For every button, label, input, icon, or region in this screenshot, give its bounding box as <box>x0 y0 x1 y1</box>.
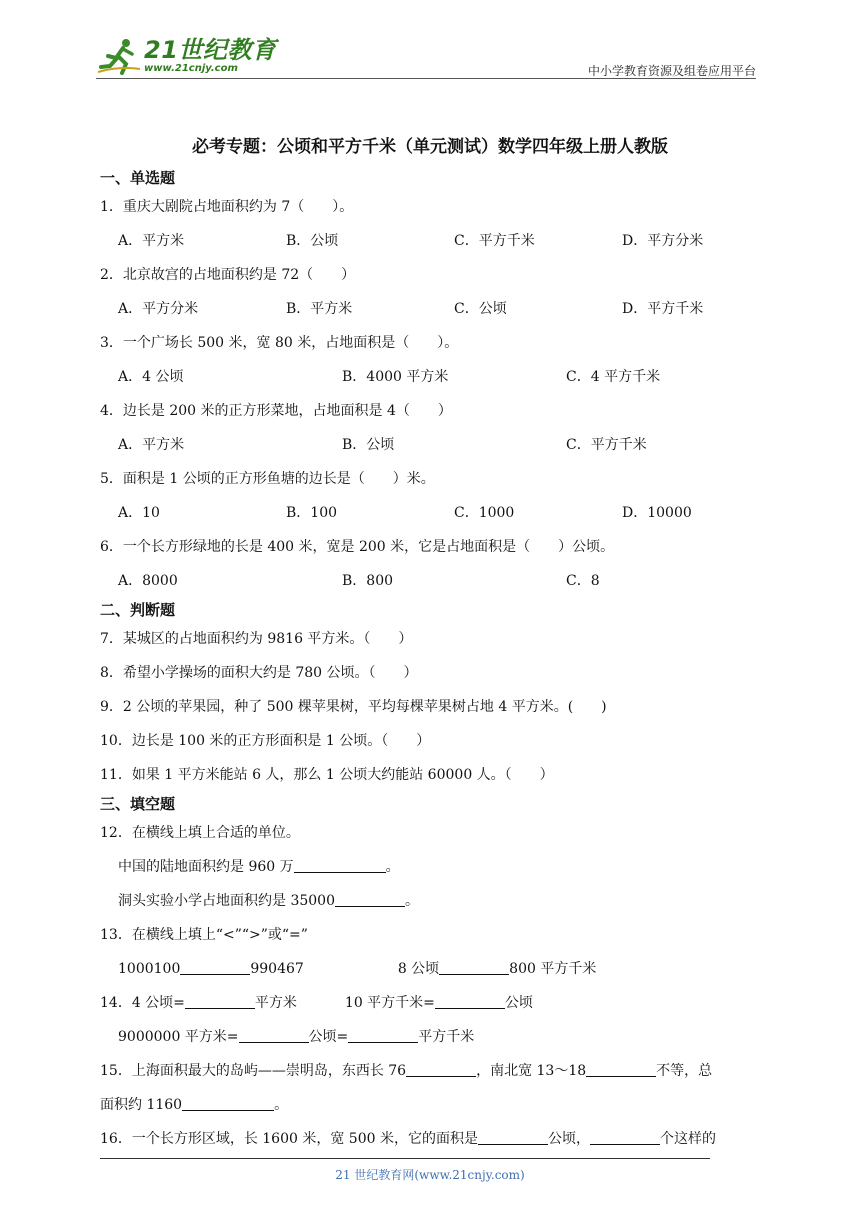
option-a[interactable]: A．8000 <box>118 573 178 589</box>
question-9: 9．2 公顷的苹果园，种了 500 棵苹果树，平均每棵苹果树占地 4 平方米。( ) <box>100 699 607 715</box>
option-c[interactable]: C．公顷 <box>454 301 507 317</box>
question-11: 11．如果 1 平方米能站 6 人，那么 1 公顷大约能站 60000 人。（ ） <box>100 767 554 783</box>
section-heading-fill-blank: 三、填空题 <box>100 795 176 813</box>
answer-blank[interactable] <box>586 1058 656 1077</box>
q15-a: 15．上海面积最大的岛屿——崇明岛，东西长 76 <box>100 1063 407 1079</box>
question-14 <box>100 986 760 1020</box>
answer-blank[interactable] <box>294 854 386 873</box>
options-6 <box>100 564 760 598</box>
q13-b1: 8 公顷 <box>397 961 440 977</box>
platform-name: 中小学教育资源及组卷应用平台 <box>587 64 756 78</box>
option-c[interactable]: C．平方千米 <box>566 437 647 453</box>
q13-b2: 800 平方千米 <box>509 961 597 977</box>
q13-a2: 990467 <box>250 961 304 977</box>
answer-blank[interactable] <box>439 956 509 975</box>
header-divider <box>96 78 756 79</box>
question-10: 10．边长是 100 米的正方形面积是 1 公顷。（ ） <box>100 733 431 749</box>
question-12-line-1 <box>100 850 760 884</box>
options-5 <box>100 496 760 530</box>
q14-b2: 公顷 <box>504 995 533 1011</box>
answer-blank[interactable] <box>435 990 505 1009</box>
answer-blank[interactable] <box>590 1126 660 1145</box>
q14-c1: 9000000 平方米= <box>118 1029 239 1045</box>
answer-blank[interactable] <box>185 990 255 1009</box>
question-4: 4．边长是 200 米的正方形菜地，占地面积是 4（ ） <box>100 403 452 419</box>
q16-a: 16．一个长方形区域，长 1600 米，宽 500 米，它的面积是 <box>100 1131 478 1147</box>
question-1: 1．重庆大剧院占地面积约为 7（ ）。 <box>100 199 354 215</box>
question-12: 12．在横线上填上合适的单位。 <box>100 825 300 841</box>
option-b[interactable]: B．平方米 <box>286 301 353 317</box>
option-d[interactable]: D．平方千米 <box>622 301 704 317</box>
option-a[interactable]: A．平方米 <box>118 233 185 249</box>
option-b[interactable]: B．4000 平方米 <box>342 369 449 385</box>
q12-text-b: 。 <box>385 859 400 875</box>
answer-blank[interactable] <box>406 1058 476 1077</box>
q12-text-a: 中国的陆地面积约是 960 万 <box>118 859 294 875</box>
q13-a1: 1000100 <box>118 961 181 977</box>
option-a[interactable]: A．平方分米 <box>118 301 199 317</box>
option-c[interactable]: C．4 平方千米 <box>566 369 661 385</box>
footer-link[interactable]: 21 世纪教育网(www.21cnjy.com) <box>335 1168 525 1182</box>
question-12-line-2 <box>100 884 760 918</box>
site-logo <box>96 36 276 76</box>
option-c[interactable]: C．平方千米 <box>454 233 535 249</box>
options-2 <box>100 292 760 326</box>
question-15-line-2 <box>100 1088 760 1122</box>
answer-blank[interactable] <box>348 1024 418 1043</box>
answer-blank[interactable] <box>478 1126 548 1145</box>
option-d[interactable]: D．10000 <box>622 505 692 521</box>
options-4 <box>100 428 760 462</box>
footer-divider <box>100 1158 710 1159</box>
q14-a2: 平方米 <box>254 995 297 1011</box>
question-7: 7．某城区的占地面积约为 9816 平方米。（ ） <box>100 631 413 647</box>
q12-text-c: 洞头实验小学占地面积约是 35000 <box>118 893 335 909</box>
answer-blank[interactable] <box>182 1092 274 1111</box>
q12-text-d: 。 <box>405 893 419 909</box>
answer-blank[interactable] <box>239 1024 309 1043</box>
section-heading-true-false: 二、判断题 <box>100 601 176 619</box>
q14-b1: 10 平方千米= <box>344 995 435 1011</box>
option-a[interactable]: A．4 公顷 <box>118 369 184 385</box>
section-heading-single-choice: 一、单选题 <box>100 169 176 187</box>
logo-url: www.21cnjy.com <box>144 63 238 74</box>
question-8: 8．希望小学操场的面积大约是 780 公顷。（ ） <box>100 665 418 681</box>
question-14-line-2 <box>100 1020 760 1054</box>
option-d[interactable]: D．平方分米 <box>622 233 704 249</box>
q16-b: 公顷， <box>547 1131 590 1147</box>
option-c[interactable]: C．1000 <box>454 505 515 521</box>
page-title: 必考专题：公顷和平方千米（单元测试）数学四年级上册人教版 <box>192 137 668 157</box>
option-b[interactable]: B．800 <box>342 573 394 589</box>
answer-blank[interactable] <box>180 956 250 975</box>
options-3 <box>100 360 760 394</box>
q14-c2: 公顷= <box>308 1029 349 1045</box>
q15-d: 面积约 1160 <box>100 1097 183 1113</box>
q14-c3: 平方千米 <box>418 1029 475 1045</box>
runner-logo-icon <box>96 36 142 76</box>
page-header <box>96 30 756 80</box>
question-3: 3．一个广场长 500 米，宽 80 米，占地面积是（ ）。 <box>100 335 459 351</box>
question-2: 2．北京故宫的占地面积约是 72（ ） <box>100 267 356 283</box>
option-a[interactable]: A．10 <box>118 505 160 521</box>
question-6: 6．一个长方形绿地的长是 400 米，宽是 200 米，它是占地面积是（ ）公顷。 <box>100 539 615 555</box>
options-1 <box>100 224 760 258</box>
option-b[interactable]: B．公顷 <box>342 437 395 453</box>
question-15 <box>100 1054 760 1088</box>
question-13-line <box>100 952 760 986</box>
question-5: 5．面积是 1 公顷的正方形鱼塘的边长是（ ）米。 <box>100 471 435 487</box>
question-13: 13．在横线上填上“<”“>”或“=” <box>100 927 308 943</box>
q14-a1: 14．4 公顷= <box>100 995 185 1011</box>
q15-c: 不等，总 <box>656 1063 713 1079</box>
option-c[interactable]: C．8 <box>566 573 600 589</box>
option-b[interactable]: B．公顷 <box>286 233 339 249</box>
exam-content <box>100 166 760 1156</box>
option-b[interactable]: B．100 <box>286 505 338 521</box>
q15-b: ，南北宽 13～18 <box>476 1063 587 1079</box>
logo-title: 21世纪教育 <box>144 36 277 64</box>
answer-blank[interactable] <box>335 888 405 907</box>
q15-e: 。 <box>274 1097 289 1113</box>
question-16 <box>100 1122 760 1156</box>
option-a[interactable]: A．平方米 <box>118 437 185 453</box>
q16-c: 个这样的 <box>659 1131 716 1147</box>
